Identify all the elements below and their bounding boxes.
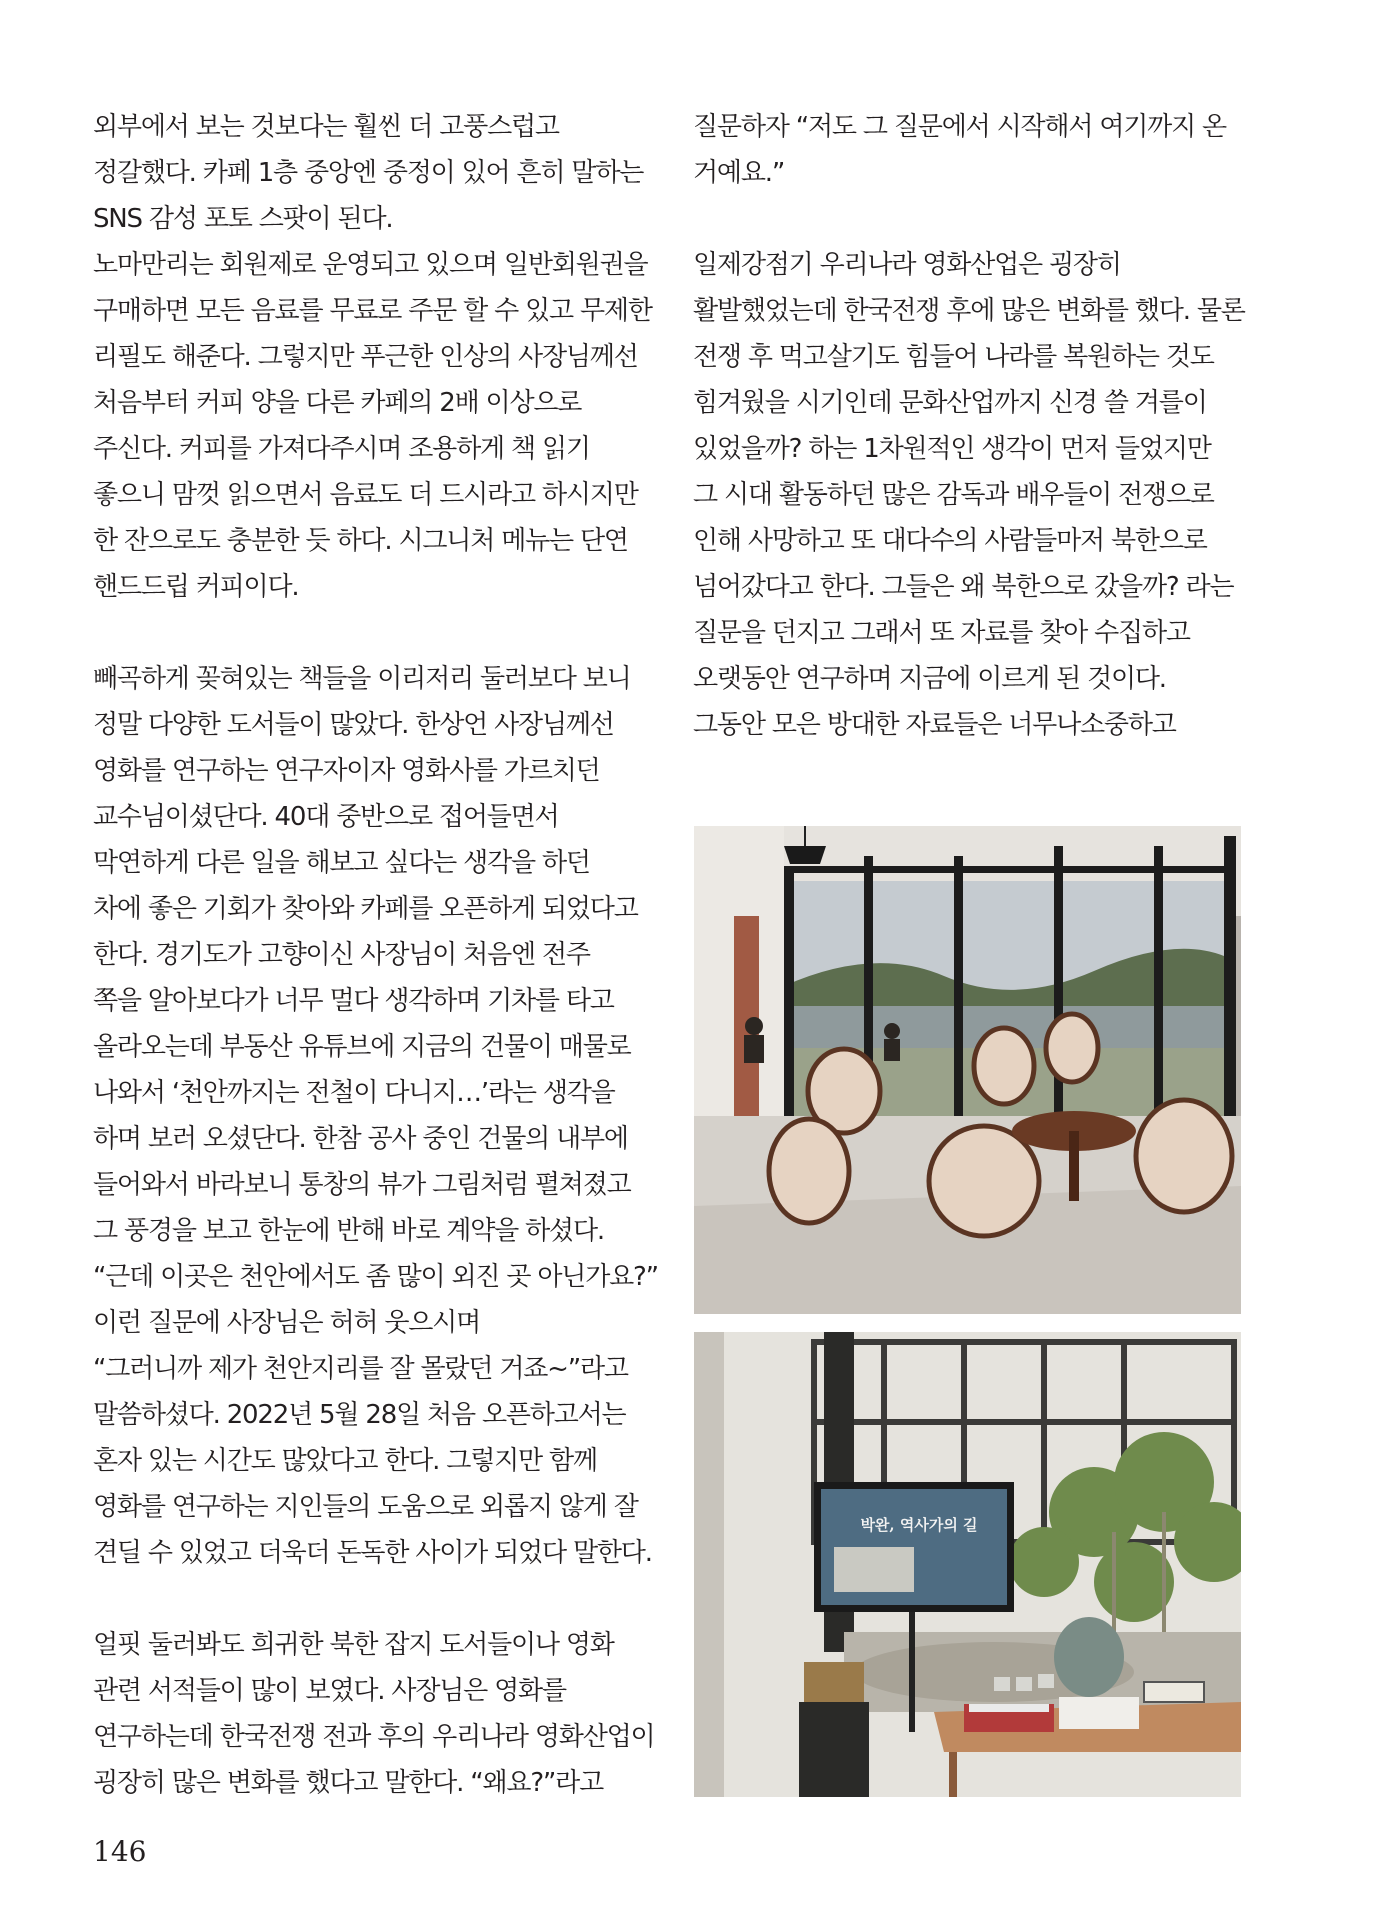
- text-line: 거예요.”: [693, 158, 785, 188]
- courtyard-photo: [694, 1332, 1241, 1797]
- text-line: 리필도 해준다. 그렇지만 푸근한 인상의 사장님께선: [93, 342, 638, 372]
- text-line: 있었을까? 하는 1차원적인 생각이 먼저 들었지만: [693, 434, 1211, 464]
- text-line: 올라오는데 부동산 유튜브에 지금의 건물이 매물로: [93, 1032, 631, 1062]
- text-line: 이런 질문에 사장님은 허허 웃으시며: [93, 1308, 480, 1338]
- text-line: 그동안 모은 방대한 자료들은 너무나소중하고: [693, 710, 1176, 740]
- text-line: 들어와서 바라보니 통창의 뷰가 그림처럼 펼쳐졌고: [93, 1170, 631, 1200]
- text-line: 정갈했다. 카페 1층 중앙엔 중정이 있어 흔히 말하는: [93, 158, 644, 188]
- text-line: 그 시대 활동하던 많은 감독과 배우들이 전쟁으로: [693, 480, 1214, 510]
- text-line: [93, 1576, 653, 1622]
- text-line: 활발했었는데 한국전쟁 후에 많은 변화를 했다. 물론: [693, 296, 1245, 326]
- text-line: SNS 감성 포토 스팟이 된다.: [93, 204, 393, 234]
- text-line: 노마만리는 회원제로 운영되고 있으며 일반회원권을: [93, 250, 648, 280]
- text-line: 하며 보러 오셨단다. 한참 공사 중인 건물의 내부에: [93, 1124, 628, 1154]
- text-line: 구매하면 모든 음료를 무료로 주문 할 수 있고 무제한: [93, 296, 652, 326]
- text-line: “그러니까 제가 천안지리를 잘 몰랐던 거죠~”라고: [93, 1354, 628, 1384]
- text-line: 관련 서적들이 많이 보였다. 사장님은 영화를: [93, 1676, 566, 1706]
- page-number: 146: [93, 1835, 147, 1868]
- text-line: 얼핏 둘러봐도 희귀한 북한 잡지 도서들이나 영화: [93, 1630, 614, 1660]
- text-line: 좋으니 맘껏 읽으면서 음료도 더 드시라고 하시지만: [93, 480, 638, 510]
- text-line: 견딜 수 있었고 더욱더 돈독한 사이가 되었다 말한다.: [93, 1538, 652, 1568]
- text-line: 영화를 연구하는 연구자이자 영화사를 가르치던: [93, 756, 600, 786]
- text-line: 빼곡하게 꽂혀있는 책들을 이리저리 둘러보다 보니: [93, 664, 631, 694]
- text-line: 교수님이셨단다. 40대 중반으로 접어들면서: [93, 802, 559, 832]
- text-line: 주신다. 커피를 가져다주시며 조용하게 책 읽기: [93, 434, 590, 464]
- text-line: 한다. 경기도가 고향이신 사장님이 처음엔 전주: [93, 940, 590, 970]
- text-line: [693, 196, 1253, 242]
- courtyard-illustration: [694, 1332, 1241, 1797]
- text-line: 핸드드립 커피이다.: [93, 572, 299, 602]
- text-line: 넘어갔다고 한다. 그들은 왜 북한으로 갔을까? 라는: [693, 572, 1234, 602]
- text-line: 일제강점기 우리나라 영화산업은 굉장히: [693, 250, 1121, 280]
- text-line: 혼자 있는 시간도 많았다고 한다. 그렇지만 함께: [93, 1446, 597, 1476]
- text-line: [93, 610, 653, 656]
- right-text-column: [693, 104, 1253, 748]
- cafe-interior-photo: [694, 826, 1241, 1314]
- text-line: 질문을 던지고 그래서 또 자료를 찾아 수집하고: [693, 618, 1190, 648]
- text-line: 외부에서 보는 것보다는 훨씬 더 고풍스럽고: [93, 112, 559, 142]
- text-line: 영화를 연구하는 지인들의 도움으로 외롭지 않게 잘: [93, 1492, 638, 1522]
- screen-title-text: 박완, 역사가의 길: [860, 1516, 978, 1534]
- text-line: 처음부터 커피 양을 다른 카페의 2배 이상으로: [93, 388, 582, 418]
- text-line: 말씀하셨다. 2022년 5월 28일 처음 오픈하고서는: [93, 1400, 626, 1430]
- text-line: 오랫동안 연구하며 지금에 이르게 된 것이다.: [693, 664, 1166, 694]
- text-line: 한 잔으로도 충분한 듯 하다. 시그니처 메뉴는 단연: [93, 526, 628, 556]
- text-line: 힘겨웠을 시기인데 문화산업까지 신경 쓸 겨를이: [693, 388, 1207, 418]
- text-line: 그 풍경을 보고 한눈에 반해 바로 계약을 하셨다.: [93, 1216, 604, 1246]
- cafe-interior-illustration: [694, 826, 1241, 1314]
- text-line: 쪽을 알아보다가 너무 멀다 생각하며 기차를 타고: [93, 986, 614, 1016]
- text-line: 나와서 ‘천안까지는 전철이 다니지…’라는 생각을: [93, 1078, 615, 1108]
- left-text-column: [93, 104, 658, 1806]
- text-line: “근데 이곳은 천안에서도 좀 많이 외진 곳 아닌가요?”: [93, 1262, 658, 1292]
- text-line: 정말 다양한 도서들이 많았다. 한상언 사장님께선: [93, 710, 614, 740]
- text-line: 막연하게 다른 일을 해보고 싶다는 생각을 하던: [93, 848, 590, 878]
- text-line: 연구하는데 한국전쟁 전과 후의 우리나라 영화산업이: [93, 1722, 655, 1752]
- text-line: 전쟁 후 먹고살기도 힘들어 나라를 복원하는 것도: [693, 342, 1214, 372]
- text-line: 질문하자 “저도 그 질문에서 시작해서 여기까지 온: [693, 112, 1226, 142]
- text-line: 굉장히 많은 변화를 했다고 말한다. “왜요?”라고: [93, 1768, 604, 1798]
- text-line: 차에 좋은 기회가 찾아와 카페를 오픈하게 되었다고: [93, 894, 638, 924]
- text-line: 인해 사망하고 또 대다수의 사람들마저 북한으로: [693, 526, 1207, 556]
